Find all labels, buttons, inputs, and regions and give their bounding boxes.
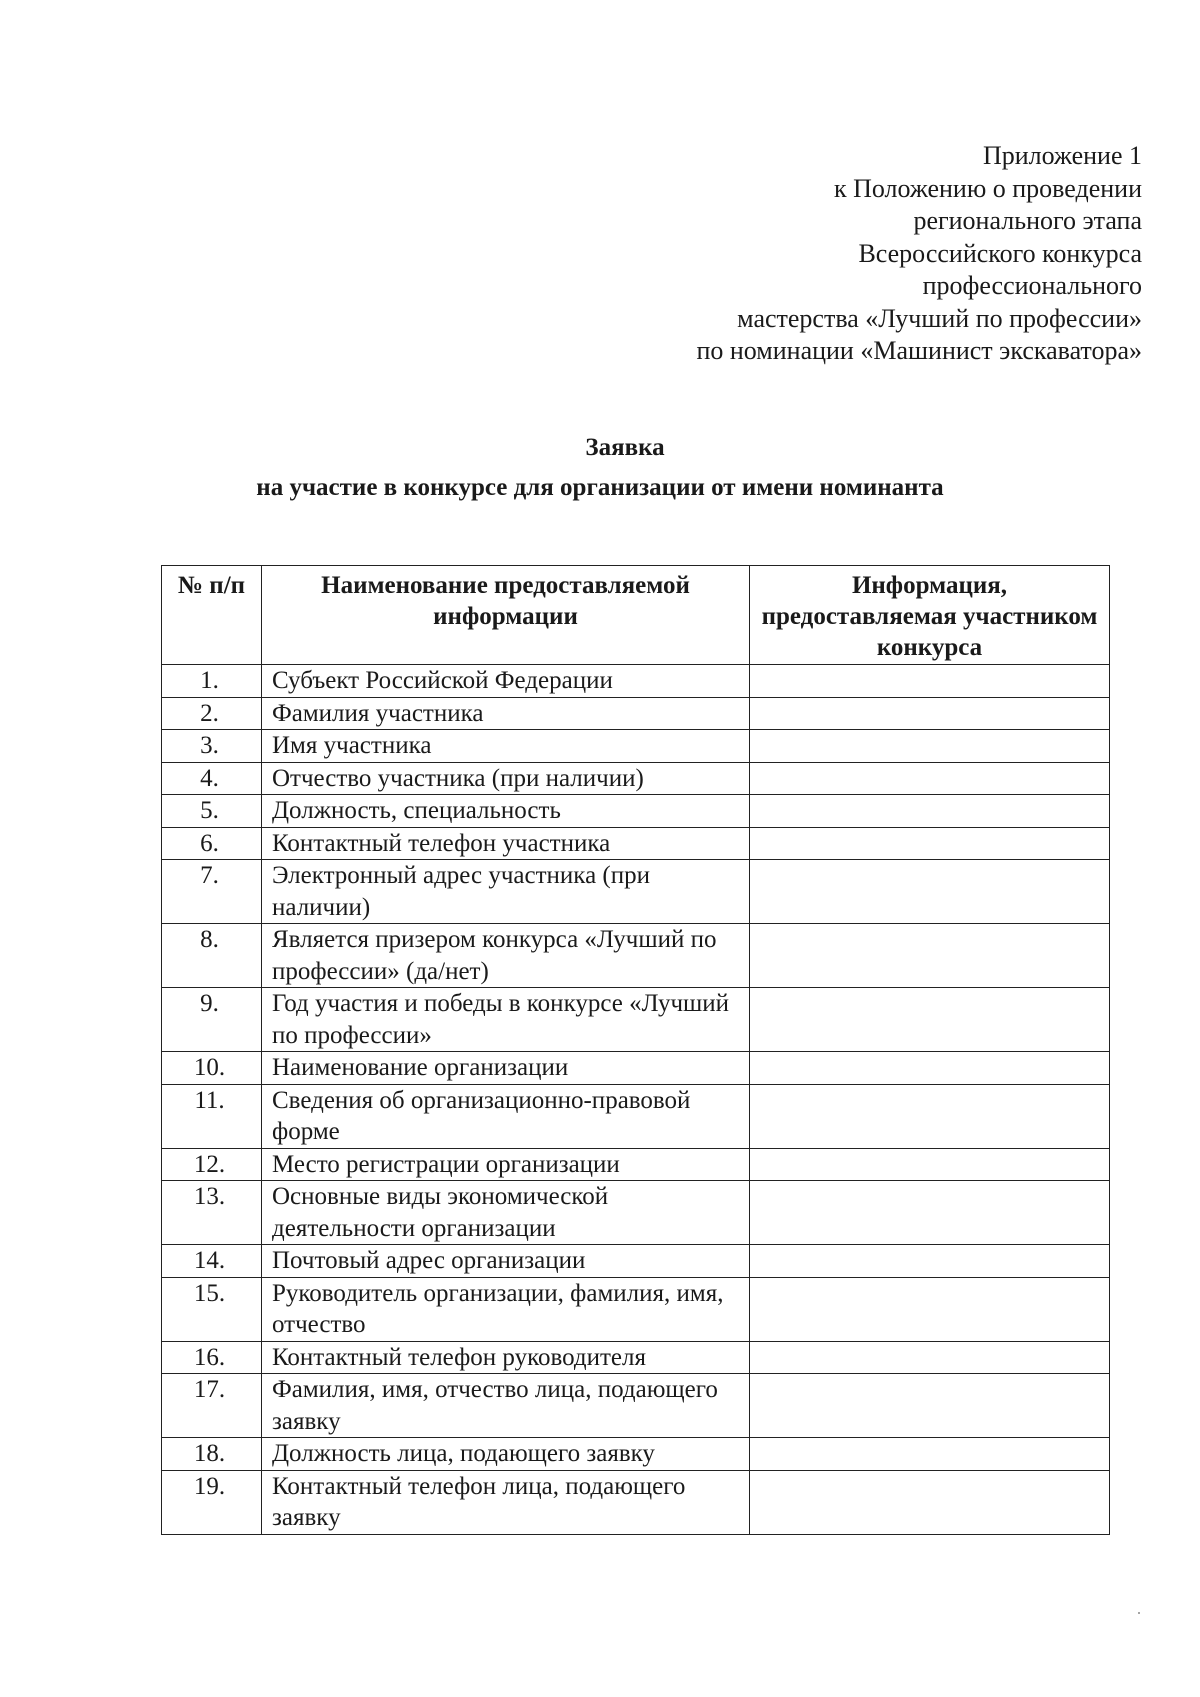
row-number: 7. [162,860,262,924]
table-row [162,1148,1110,1181]
row-field-name: Имя участника [262,730,750,763]
row-number: 5. [162,795,262,828]
row-number: 1. [162,665,262,698]
row-number: 3. [162,730,262,763]
row-number: 14. [162,1245,262,1278]
row-number: 8. [162,924,262,988]
row-number: 15. [162,1277,262,1341]
header-info: Информация, предоставляемая участником конкурса [750,566,1110,665]
annex-line-6: мастерства «Лучший по профессии» [737,303,1142,333]
title-line-2: на участие в конкурсе для организации от имени номинанта [256,474,944,501]
table-row [162,1374,1110,1438]
row-number: 4. [162,762,262,795]
row-number: 2. [162,697,262,730]
row-field-name: Отчество участника (при наличии) [262,762,750,795]
row-number: 12. [162,1148,262,1181]
row-info-cell[interactable] [750,1052,1110,1085]
scan-speck [1138,1612,1140,1614]
table-row [162,697,1110,730]
row-info-cell[interactable] [750,827,1110,860]
row-field-name: Год участия и победы в конкурсе «Лучший по профессии» [262,988,750,1052]
row-field-name: Основные виды экономической деятельности организации [262,1181,750,1245]
row-number: 13. [162,1181,262,1245]
row-info-cell[interactable] [750,762,1110,795]
document-title [0,428,1200,508]
row-info-cell[interactable] [750,1438,1110,1471]
row-field-name: Почтовый адрес организации [262,1245,750,1278]
row-field-name: Контактный телефон участника [262,827,750,860]
row-number: 9. [162,988,262,1052]
annex-line-4: Всероссийского конкурса [858,238,1142,268]
table-row [162,762,1110,795]
row-field-name: Фамилия участника [262,697,750,730]
annex-line-5: профессионального [922,271,1142,300]
table-row [162,730,1110,763]
row-info-cell[interactable] [750,1084,1110,1148]
row-info-cell[interactable] [750,1470,1110,1534]
row-info-cell[interactable] [750,1341,1110,1374]
row-number: 17. [162,1374,262,1438]
annex-line-3: регионального этапа [913,206,1142,235]
row-field-name: Субъект Российской Федерации [262,665,750,698]
table-row [162,1084,1110,1148]
table-header-row [162,566,1110,665]
row-field-name: Контактный телефон руководителя [262,1341,750,1374]
table-row [162,924,1110,988]
row-info-cell[interactable] [750,1148,1110,1181]
row-number: 16. [162,1341,262,1374]
annex-line-1: Приложение 1 [982,141,1142,170]
table-row [162,860,1110,924]
table-body [162,665,1110,1535]
row-field-name: Наименование организации [262,1052,750,1085]
row-info-cell[interactable] [750,1245,1110,1278]
row-field-name: Место регистрации организации [262,1148,750,1181]
row-field-name: Сведения об организационно-правовой форме [262,1084,750,1148]
row-number: 11. [162,1084,262,1148]
row-number: 6. [162,827,262,860]
annex-line-7: по номинации «Машинист экскаватора» [696,336,1142,365]
row-field-name: Является призером конкурса «Лучший по профессии» (да/нет) [262,924,750,988]
row-info-cell[interactable] [750,1374,1110,1438]
row-number: 18. [162,1438,262,1471]
header-name: Наименование предоставляемой информации [262,566,750,665]
title-line-1: Заявка [585,434,665,461]
row-field-name: Должность, специальность [262,795,750,828]
row-number: 19. [162,1470,262,1534]
annex-line-2: к Положению о проведении [833,173,1142,203]
row-field-name: Должность лица, подающего заявку [262,1438,750,1471]
row-info-cell[interactable] [750,795,1110,828]
row-info-cell[interactable] [750,860,1110,924]
row-info-cell[interactable] [750,1277,1110,1341]
row-info-cell[interactable] [750,697,1110,730]
table-row [162,1181,1110,1245]
row-field-name: Руководитель организации, фамилия, имя, отчество [262,1277,750,1341]
table-row [162,1341,1110,1374]
row-info-cell[interactable] [750,665,1110,698]
row-number: 10. [162,1052,262,1085]
table-row [162,1277,1110,1341]
table-row [162,827,1110,860]
row-info-cell[interactable] [750,1181,1110,1245]
table-row [162,795,1110,828]
row-info-cell[interactable] [750,924,1110,988]
row-info-cell[interactable] [750,730,1110,763]
annex-header [522,140,1142,368]
row-field-name: Электронный адрес участника (при наличии) [262,860,750,924]
row-field-name: Контактный телефон лица, подающего заявку [262,1470,750,1534]
table-row [162,1245,1110,1278]
application-form-table [161,565,1110,1535]
table-row [162,1470,1110,1534]
row-field-name: Фамилия, имя, отчество лица, подающего заявку [262,1374,750,1438]
table-row [162,988,1110,1052]
header-num: № п/п [162,566,262,665]
table-row [162,665,1110,698]
table-row [162,1052,1110,1085]
row-info-cell[interactable] [750,988,1110,1052]
table-row [162,1438,1110,1471]
